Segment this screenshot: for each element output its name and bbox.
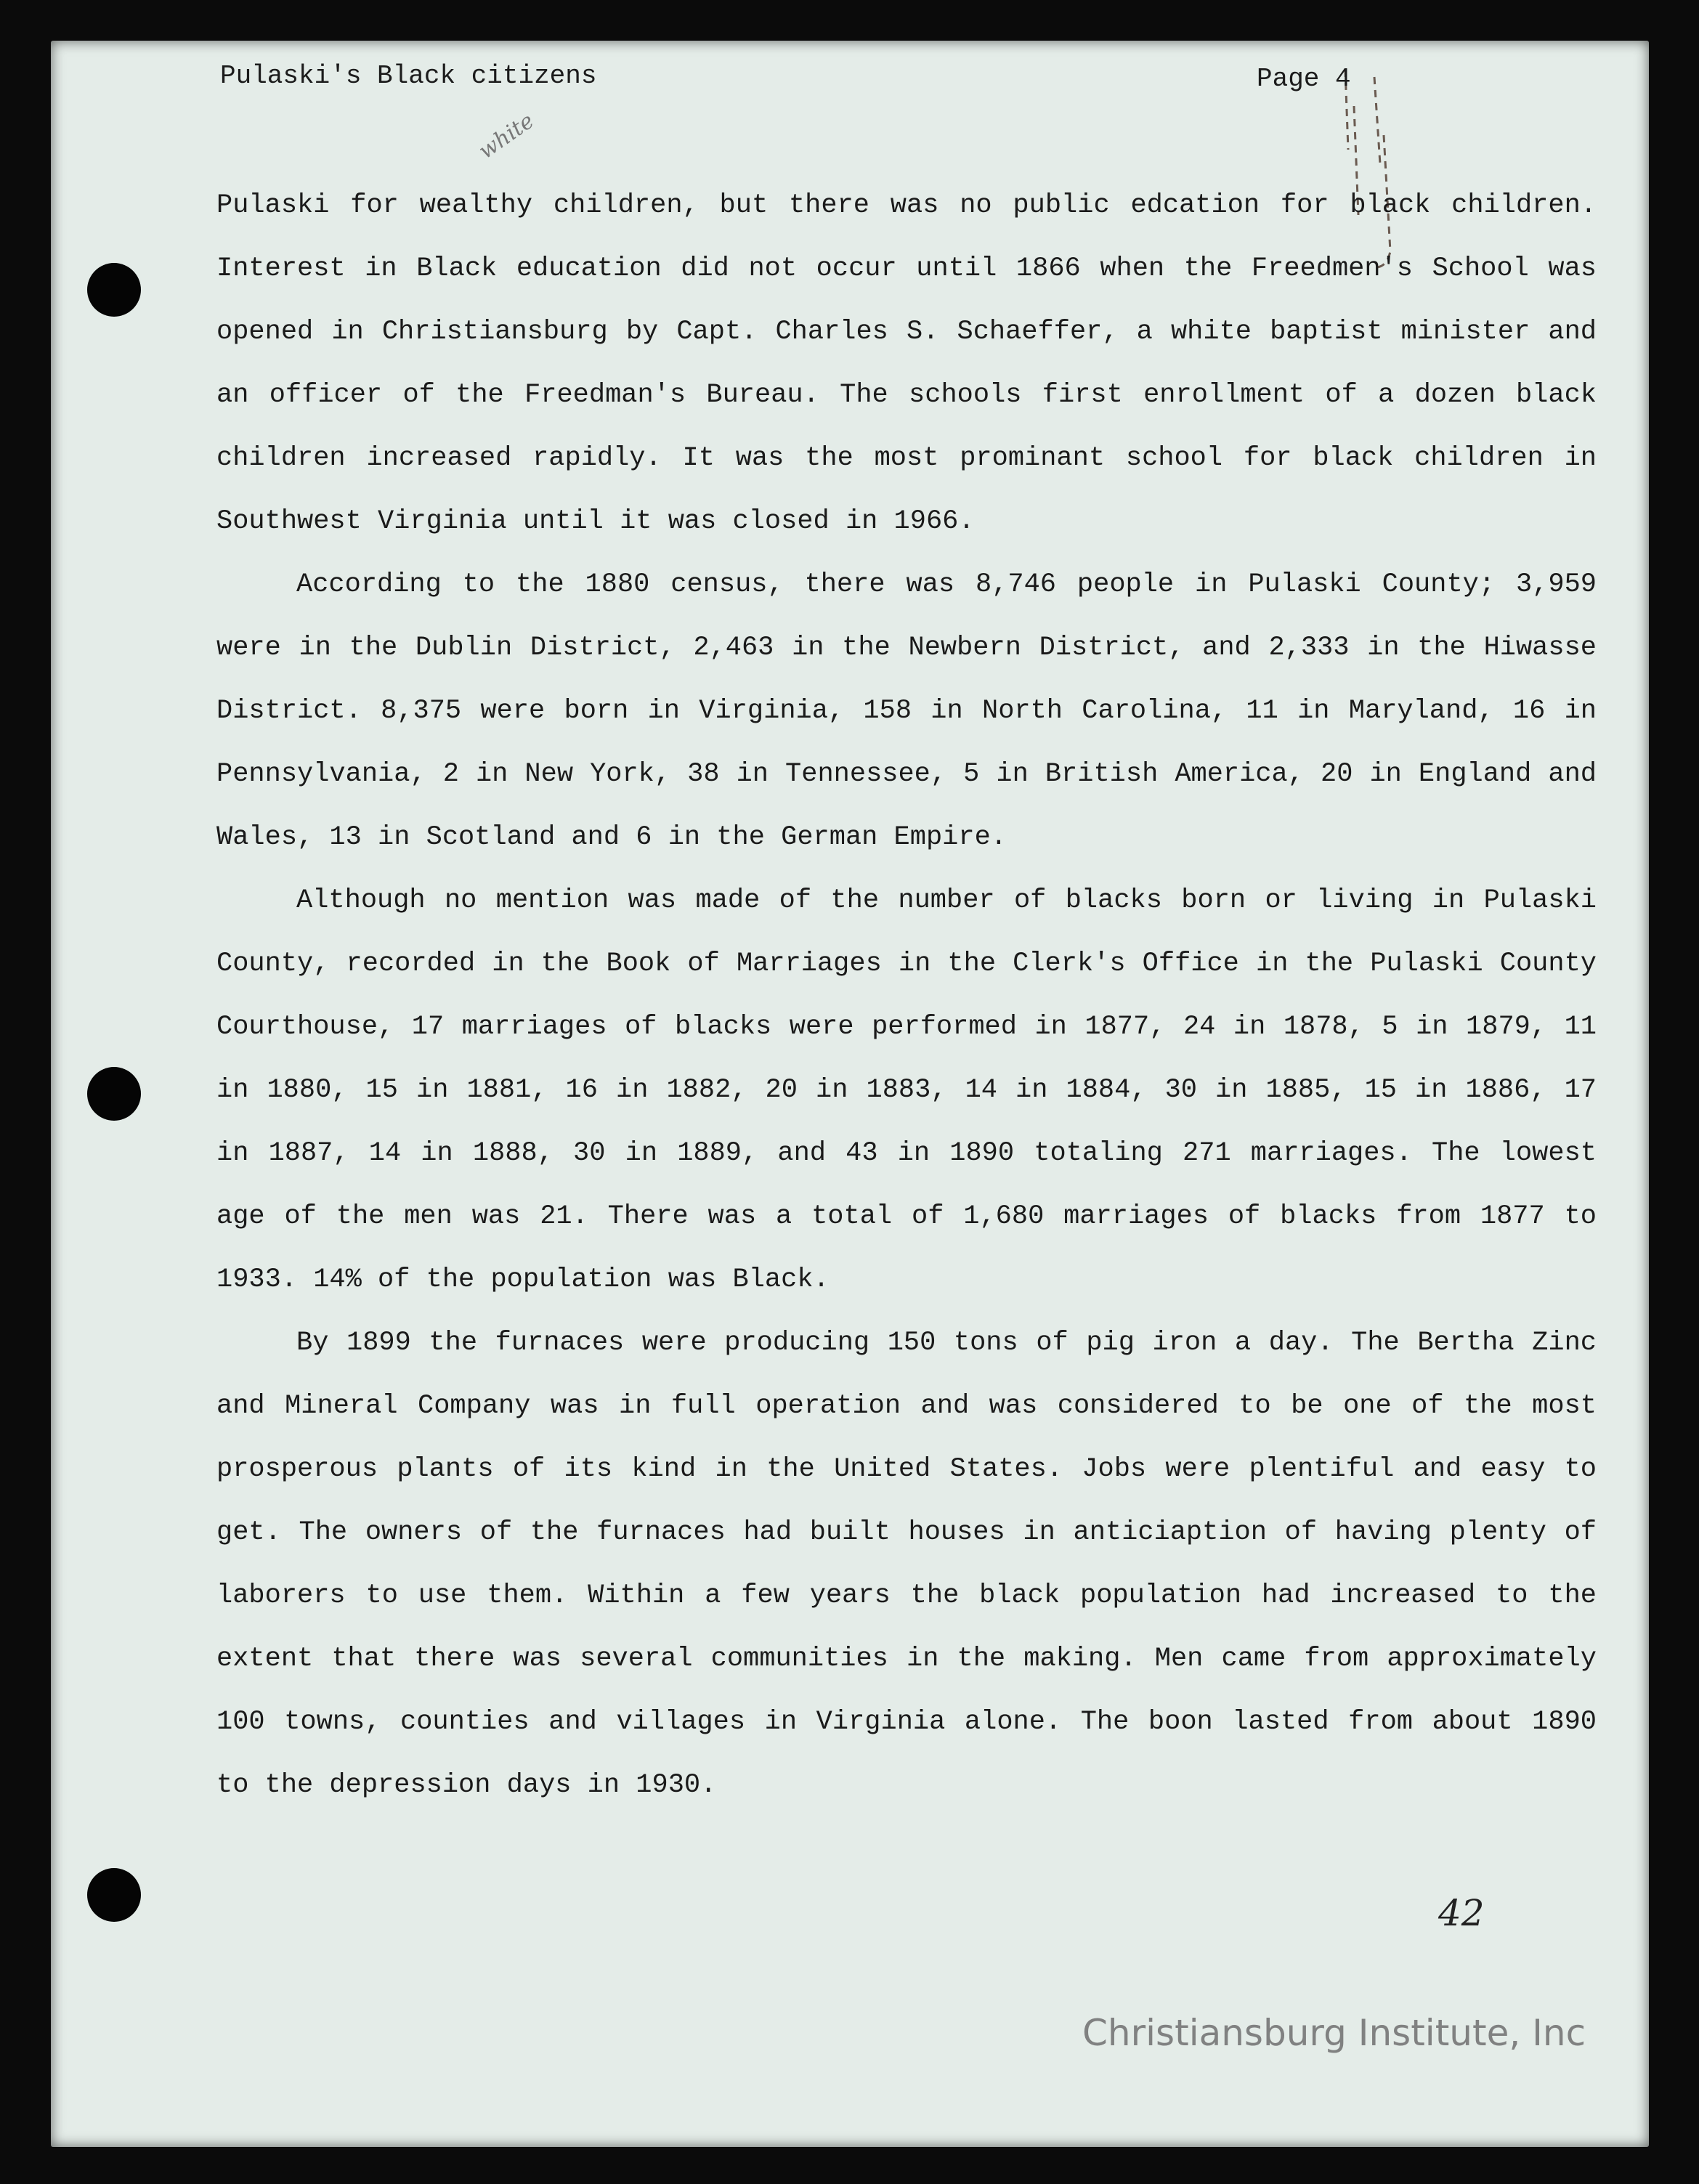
punch-hole-bottom	[87, 1868, 141, 1922]
paragraph-1: Pulaski for wealthy children, but there was no public edcation for black children. Interest in Black education did not occur until 1866 when the Freedmen's School was opened in Christiansburg by Capt. Charles S. Schaeffer, a white baptist minister and an officer of the Freedman's Bureau. The schools first enrollment of a dozen black children increased rapidly. It was the most prominant school for black children in Southwest Virginia until it was closed in 1966.	[216, 190, 1597, 537]
archive-watermark: Christiansburg Institute, Inc	[1082, 2012, 1586, 2054]
page-number-label: Page 4	[1257, 64, 1351, 94]
body-text	[216, 174, 1597, 1817]
handwritten-annotation: white	[474, 107, 539, 165]
handwritten-page-number: 42	[1438, 1892, 1485, 1934]
paragraph-3: Although no mention was made of the number of blacks born or living in Pulaski County, recorded in the Book of Marriages in the Clerk's Office in the Pulaski County Courthouse, 17 marriages of blacks were performed in 1877, 24 in 1878, 5 in 1879, 11 in 1880, 15 in 1881, 16 in 1882, 20 in 1883, 14 in 1884, 30 in 1885, 15 in 1886, 17 in 1887, 14 in 1888, 30 in 1889, and 43 in 1890 totaling 271 marriages. The lowest age of the men was 21. There was a total of 1,680 marriages of blacks from 1877 to 1933. 14% of the population was Black.	[216, 885, 1597, 1295]
punch-hole-top	[87, 263, 141, 317]
punch-hole-middle	[87, 1067, 141, 1121]
running-header-title: Pulaski's Black citizens	[220, 61, 597, 91]
paragraph-4: By 1899 the furnaces were producing 150 tons of pig iron a day. The Bertha Zinc and Mineral Company was in full operation and was considered to be one of the most prosperous plants of its kind in the United States. Jobs were plentiful and easy to get. The owners of the furnaces had built houses in anticiaption of having plenty of laborers to use them. Within a few years the black population had increased to the extent that there was several communities in the making. Men came from approximately 100 towns, counties and villages in Virginia alone. The boon lasted from about 1890 to the depression days in 1930.	[216, 1328, 1597, 1801]
paragraph-2: According to the 1880 census, there was 8,746 people in Pulaski County; 3,959 were in the Dublin District, 2,463 in the Newbern District, and 2,333 in the Hiwasse District. 8,375 were born in Virginia, 158 in North Carolina, 11 in Maryland, 16 in Pennsylvania, 2 in New York, 38 in Tennessee, 5 in British America, 20 in England and Wales, 13 in Scotland and 6 in the German Empire.	[216, 569, 1597, 853]
